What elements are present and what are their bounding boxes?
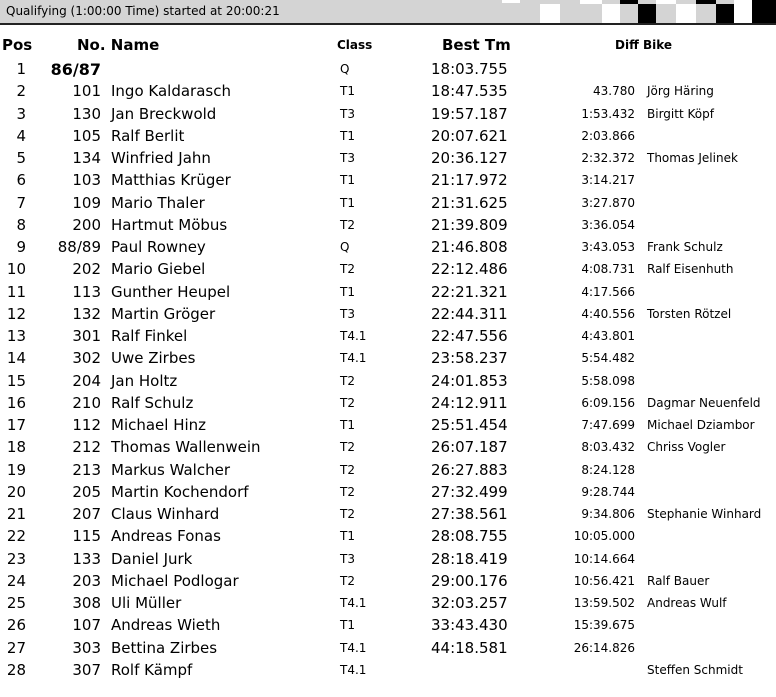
number-cell: 88/89 — [57, 238, 101, 256]
number-cell: 212 — [72, 438, 101, 457]
table-row — [0, 171, 776, 193]
table-row — [0, 60, 776, 82]
class-cell: T1 — [340, 195, 355, 210]
class-cell: T4.1 — [340, 596, 367, 610]
title-bar — [0, 0, 776, 25]
best-time-cell: 21:46.808 — [431, 238, 508, 256]
name-cell: Matthias Krüger — [111, 171, 231, 190]
name-cell: Ingo Kaldarasch — [111, 82, 231, 101]
pos-cell: 2 — [16, 82, 26, 101]
diff-cell: 10:05.000 — [573, 529, 635, 544]
best-time-cell: 27:32.499 — [431, 482, 508, 501]
table-row — [0, 572, 776, 594]
diff-cell: 5:58.098 — [581, 373, 635, 388]
pos-cell: 12 — [6, 304, 26, 323]
class-cell: T2 — [340, 507, 355, 521]
diff-cell: 15:39.675 — [573, 618, 635, 633]
bike-cell: Birgitt Köpf — [647, 106, 714, 121]
name-cell: Hartmut Möbus — [111, 215, 228, 234]
name-cell: Ralf Finkel — [111, 327, 188, 345]
number-cell: 301 — [72, 327, 101, 345]
bike-cell: Steffen Schmidt — [647, 662, 743, 677]
table-row — [0, 394, 776, 416]
pos-cell: 28 — [6, 660, 26, 679]
diff-cell: 6:09.156 — [581, 395, 635, 410]
pos-cell: 10 — [6, 260, 26, 279]
bike-cell: Frank Schulz — [647, 240, 723, 254]
pos-cell: 11 — [6, 282, 26, 301]
class-cell: Q — [340, 62, 350, 76]
best-time-cell: 20:36.127 — [431, 149, 508, 167]
number-cell: 210 — [72, 393, 101, 412]
name-cell: Mario Giebel — [111, 260, 206, 279]
class-cell: T3 — [340, 551, 355, 566]
number-cell: 113 — [72, 282, 101, 301]
number-cell: 107 — [72, 616, 101, 635]
diff-cell: 1:53.432 — [581, 106, 635, 121]
best-time-cell: 22:12.486 — [431, 260, 508, 279]
bike-cell: Torsten Rötzel — [647, 306, 732, 321]
table-row — [0, 461, 776, 483]
pos-cell: 27 — [6, 638, 26, 657]
table-row — [0, 105, 776, 127]
number-cell: 103 — [72, 171, 101, 190]
name-cell: Thomas Wallenwein — [111, 438, 261, 457]
class-cell: T2 — [340, 462, 355, 477]
pos-cell: 26 — [6, 616, 26, 635]
best-time-cell: 28:08.755 — [431, 527, 508, 546]
name-cell: Paul Rowney — [111, 238, 206, 256]
class-cell: T2 — [340, 440, 355, 455]
header-best-time: Best Tm — [442, 36, 511, 54]
diff-cell: 3:14.217 — [581, 173, 635, 188]
number-cell: 307 — [72, 660, 101, 679]
class-cell: T3 — [340, 151, 355, 165]
table-row — [0, 372, 776, 394]
pos-cell: 19 — [6, 460, 26, 479]
class-cell: T3 — [340, 306, 355, 321]
diff-cell: 8:03.432 — [581, 440, 635, 455]
class-cell: T1 — [340, 284, 355, 299]
class-cell: Q — [340, 240, 350, 254]
pos-cell: 18 — [6, 438, 26, 457]
pos-cell: 6 — [16, 171, 26, 190]
table-row — [0, 594, 776, 616]
diff-cell: 43.780 — [593, 84, 635, 99]
class-cell: T2 — [340, 484, 355, 499]
best-time-cell: 26:07.187 — [431, 438, 508, 457]
checkered-flag-icon — [480, 0, 776, 23]
name-cell: Ralf Berlit — [111, 126, 185, 145]
class-cell: T2 — [340, 217, 355, 232]
table-row — [0, 127, 776, 149]
diff-cell: 9:28.744 — [581, 484, 635, 499]
header-pos: Pos — [2, 36, 33, 54]
diff-cell: 4:17.566 — [581, 284, 635, 299]
best-time-cell: 28:18.419 — [431, 549, 508, 568]
name-cell: Uwe Zirbes — [111, 349, 196, 368]
best-time-cell: 33:43.430 — [431, 616, 508, 635]
class-cell: T2 — [340, 573, 355, 588]
diff-cell: 10:14.664 — [573, 551, 635, 566]
table-row — [0, 283, 776, 305]
pos-cell: 1 — [16, 60, 26, 78]
table-row — [0, 550, 776, 572]
table-row — [0, 639, 776, 661]
bike-cell: Ralf Bauer — [647, 573, 710, 588]
best-time-cell: 20:07.621 — [431, 126, 508, 145]
bike-cell: Chriss Vogler — [647, 440, 726, 455]
number-cell: 303 — [72, 638, 101, 657]
best-time-cell: 22:44.311 — [431, 304, 508, 323]
pos-cell: 23 — [6, 549, 26, 568]
best-time-cell: 24:01.853 — [431, 371, 508, 390]
pos-cell: 7 — [16, 193, 26, 212]
diff-cell: 2:32.372 — [581, 151, 635, 165]
pos-cell: 17 — [6, 416, 26, 434]
diff-cell: 26:14.826 — [573, 640, 635, 655]
diff-cell: 5:54.482 — [581, 351, 635, 366]
name-cell: Winfried Jahn — [111, 149, 211, 167]
bike-cell: Dagmar Neuenfeld — [647, 395, 761, 410]
header-class: Class — [337, 38, 373, 52]
class-cell: T2 — [340, 395, 355, 410]
pos-cell: 4 — [16, 126, 26, 145]
diff-cell: 3:43.053 — [581, 240, 635, 254]
name-cell: Martin Kochendorf — [111, 482, 249, 501]
header-diff-bike: Diff Bike — [615, 38, 673, 52]
name-cell: Ralf Schulz — [111, 393, 194, 412]
name-cell: Rolf Kämpf — [111, 660, 193, 679]
number-cell: 203 — [72, 571, 101, 590]
class-cell: T4.1 — [340, 662, 367, 677]
bike-cell: Stephanie Winhard — [647, 507, 762, 521]
bike-cell: Ralf Eisenhuth — [647, 262, 734, 277]
bike-cell: Michael Dziambor — [647, 418, 755, 432]
best-time-cell: 23:58.237 — [431, 349, 508, 368]
diff-cell: 10:56.421 — [573, 573, 635, 588]
diff-cell: 2:03.866 — [581, 128, 635, 143]
pos-cell: 16 — [6, 393, 26, 412]
best-time-cell: 24:12.911 — [431, 393, 508, 412]
pos-cell: 24 — [6, 571, 26, 590]
diff-cell: 3:36.054 — [581, 217, 635, 232]
number-cell: 101 — [72, 82, 101, 101]
best-time-cell: 21:39.809 — [431, 215, 508, 234]
number-cell: 207 — [72, 505, 101, 523]
name-cell: Andreas Fonas — [111, 527, 221, 546]
diff-cell: 13:59.502 — [573, 596, 635, 610]
number-cell: 112 — [72, 416, 101, 434]
diff-cell: 4:08.731 — [581, 262, 635, 277]
number-cell: 205 — [72, 482, 101, 501]
table-row — [0, 661, 776, 683]
pos-cell: 5 — [16, 149, 26, 167]
pos-cell: 15 — [6, 371, 26, 390]
name-cell: Gunther Heupel — [111, 282, 231, 301]
name-cell: Andreas Wieth — [111, 616, 221, 635]
pos-cell: 14 — [6, 349, 26, 368]
best-time-cell: 21:17.972 — [431, 171, 508, 190]
pos-cell: 20 — [6, 482, 26, 501]
best-time-cell: 18:03.755 — [431, 60, 508, 78]
class-cell: T4.1 — [340, 351, 367, 366]
number-cell: 202 — [72, 260, 101, 279]
best-time-cell: 27:38.561 — [431, 505, 508, 523]
bike-cell: Thomas Jelinek — [647, 151, 738, 165]
table-row — [0, 194, 776, 216]
name-cell: Claus Winhard — [111, 505, 220, 523]
diff-cell: 4:43.801 — [581, 329, 635, 343]
name-cell: Mario Thaler — [111, 193, 205, 212]
bike-cell: Andreas Wulf — [647, 596, 727, 610]
table-row — [0, 483, 776, 505]
table-row — [0, 416, 776, 438]
best-time-cell: 22:47.556 — [431, 327, 508, 345]
number-cell: 109 — [72, 193, 101, 212]
best-time-cell: 22:21.321 — [431, 282, 508, 301]
class-cell: T1 — [340, 529, 355, 544]
class-cell: T4.1 — [340, 329, 367, 343]
table-row — [0, 505, 776, 527]
pos-cell: 13 — [6, 327, 26, 345]
pos-cell: 25 — [6, 594, 26, 612]
number-cell: 308 — [72, 594, 101, 612]
table-row — [0, 149, 776, 171]
best-time-cell: 29:00.176 — [431, 571, 508, 590]
number-cell: 86/87 — [50, 60, 101, 79]
number-cell: 133 — [72, 549, 101, 568]
class-cell: T3 — [340, 106, 355, 121]
diff-cell: 7:47.699 — [581, 418, 635, 432]
pos-cell: 22 — [6, 527, 26, 546]
pos-cell: 8 — [16, 215, 26, 234]
name-cell: Bettina Zirbes — [111, 638, 218, 657]
table-row — [0, 260, 776, 282]
number-cell: 204 — [72, 371, 101, 390]
name-cell: Daniel Jurk — [111, 549, 193, 568]
table-row — [0, 305, 776, 327]
name-cell: Markus Walcher — [111, 460, 230, 479]
class-cell: T2 — [340, 262, 355, 277]
table-row — [0, 82, 776, 104]
best-time-cell: 25:51.454 — [431, 416, 508, 434]
class-cell: T1 — [340, 418, 355, 432]
best-time-cell: 21:31.625 — [431, 193, 508, 212]
best-time-cell: 26:27.883 — [431, 460, 508, 479]
table-row — [0, 327, 776, 349]
table-row — [0, 438, 776, 460]
number-cell: 105 — [72, 126, 101, 145]
session-title: Qualifying (1:00:00 Time) started at 20:00:21 — [6, 4, 280, 18]
name-cell: Martin Gröger — [111, 304, 216, 323]
diff-cell: 3:27.870 — [581, 195, 635, 210]
best-time-cell: 18:47.535 — [431, 82, 508, 101]
diff-cell: 4:40.556 — [581, 306, 635, 321]
pos-cell: 21 — [6, 505, 26, 523]
number-cell: 134 — [72, 149, 101, 167]
table-row — [0, 616, 776, 638]
pos-cell: 3 — [16, 104, 26, 123]
best-time-cell: 44:18.581 — [431, 638, 508, 657]
bike-cell: Jörg Häring — [647, 84, 714, 99]
table-row — [0, 238, 776, 260]
class-cell: T1 — [340, 84, 355, 99]
table-row — [0, 527, 776, 549]
best-time-cell: 19:57.187 — [431, 104, 508, 123]
name-cell: Jan Holtz — [111, 371, 178, 390]
class-cell: T4.1 — [340, 640, 367, 655]
number-cell: 132 — [72, 304, 101, 323]
name-cell: Jan Breckwold — [111, 104, 217, 123]
header-no-name: No. Name — [77, 36, 160, 54]
table-row — [0, 216, 776, 238]
number-cell: 302 — [72, 349, 101, 368]
name-cell: Michael Hinz — [111, 416, 207, 434]
pos-cell: 9 — [16, 238, 26, 256]
class-cell: T1 — [340, 128, 355, 143]
class-cell: T1 — [340, 618, 355, 633]
name-cell: Uli Müller — [111, 594, 182, 612]
class-cell: T2 — [340, 373, 355, 388]
number-cell: 130 — [72, 104, 101, 123]
diff-cell: 8:24.128 — [581, 462, 635, 477]
name-cell: Michael Podlogar — [111, 571, 239, 590]
diff-cell: 9:34.806 — [581, 507, 635, 521]
best-time-cell: 32:03.257 — [431, 594, 508, 612]
number-cell: 115 — [72, 527, 101, 546]
number-cell: 213 — [72, 460, 101, 479]
number-cell: 200 — [72, 215, 101, 234]
class-cell: T1 — [340, 173, 355, 188]
table-row — [0, 349, 776, 371]
